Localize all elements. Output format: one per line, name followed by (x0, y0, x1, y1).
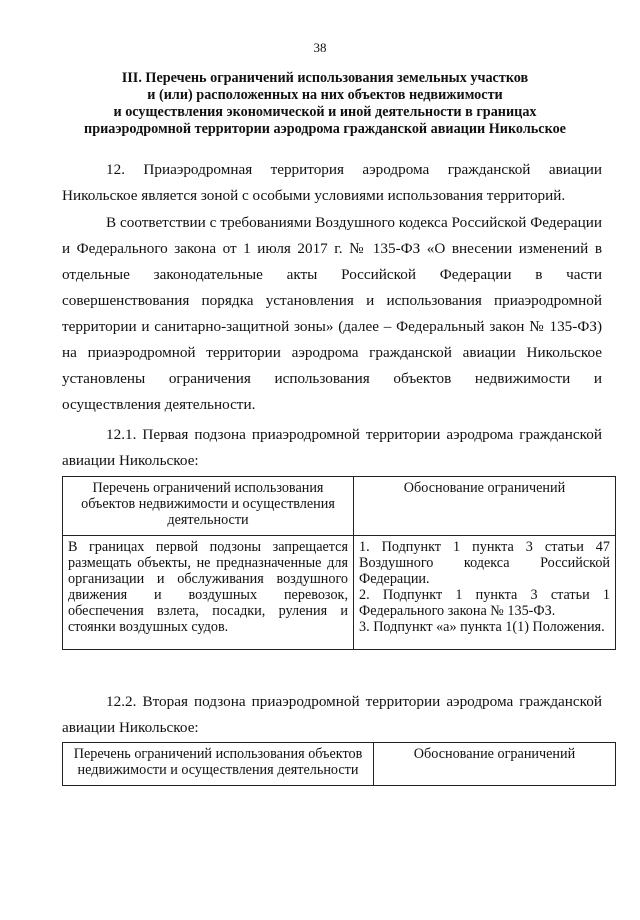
heading-line: приаэродромной территории аэродрома гражданской авиации Никольское (84, 121, 566, 137)
table-row (63, 536, 616, 650)
paragraph-12-2: 12.2. Вторая подзона приаэродромной территории аэродрома гражданской авиации Никольское: (62, 693, 602, 736)
page-number: 38 (313, 40, 327, 55)
table-header-justification: Обоснование ограничений (374, 743, 616, 786)
paragraph-12: 12. Приаэродромная территория аэродрома гражданской авиации Никольское является зоной с особыми условиями использования территорий. (62, 161, 602, 204)
heading-line: III. Перечень ограничений использования земельных участков (121, 70, 529, 86)
justification-item: 3. Подпункт «а» пункта 1(1) Положения. (359, 619, 605, 635)
table-header-restrictions: Перечень ограничений использования объектов недвижимости и осуществления деятельности (63, 743, 374, 786)
justification-item: 2. Подпункт 1 пункта 3 статьи 1 Федерального закона № 135-ФЗ. (359, 587, 610, 619)
subzone-2-table (62, 742, 616, 786)
table-header-row (63, 477, 616, 536)
section-heading (80, 70, 570, 138)
justification-item: 1. Подпункт 1 пункта 3 статьи 47 Воздушного кодекса Российской Федерации. (359, 539, 610, 587)
restriction-cell: В границах первой подзоны запрещается размещать объекты, не предназначенные для организации и обслуживания воздушного движения и воздушных перевозок, обеспечения взлета, посадки, руления и стоянки воздушных судов. (63, 536, 354, 650)
table-header-restrictions: Перечень ограничений использования объектов недвижимости и осуществления деятельности (63, 477, 354, 536)
paragraph-federal-law: В соответствии с требованиями Воздушного кодекса Российской Федерации и Федерального закона от 1 июля 2017 г. № 135-ФЗ «О внесении изменений в отдельные законодательные акты Российской Федерации в части совершенствования порядка установления и использования приаэродромной территории и санитарно-защитной зоны» (далее – Федеральный закон № 135-ФЗ) на приаэродромной территории аэродрома гражданской авиации Никольское установлены ограничения использования объектов недвижимости и осуществления деятельности. (62, 214, 602, 413)
table-header-row (63, 743, 616, 786)
heading-line: и осуществления экономической и иной деятельности в границах (113, 104, 537, 120)
heading-line: и (или) расположенных на них объектов недвижимости (147, 87, 503, 103)
justification-cell (354, 536, 616, 650)
subzone-1-table (62, 476, 616, 650)
paragraph-12-1: 12.1. Первая подзона приаэродромной территории аэродрома гражданской авиации Никольское: (62, 426, 602, 469)
table-header-justification: Обоснование ограничений (354, 477, 616, 536)
